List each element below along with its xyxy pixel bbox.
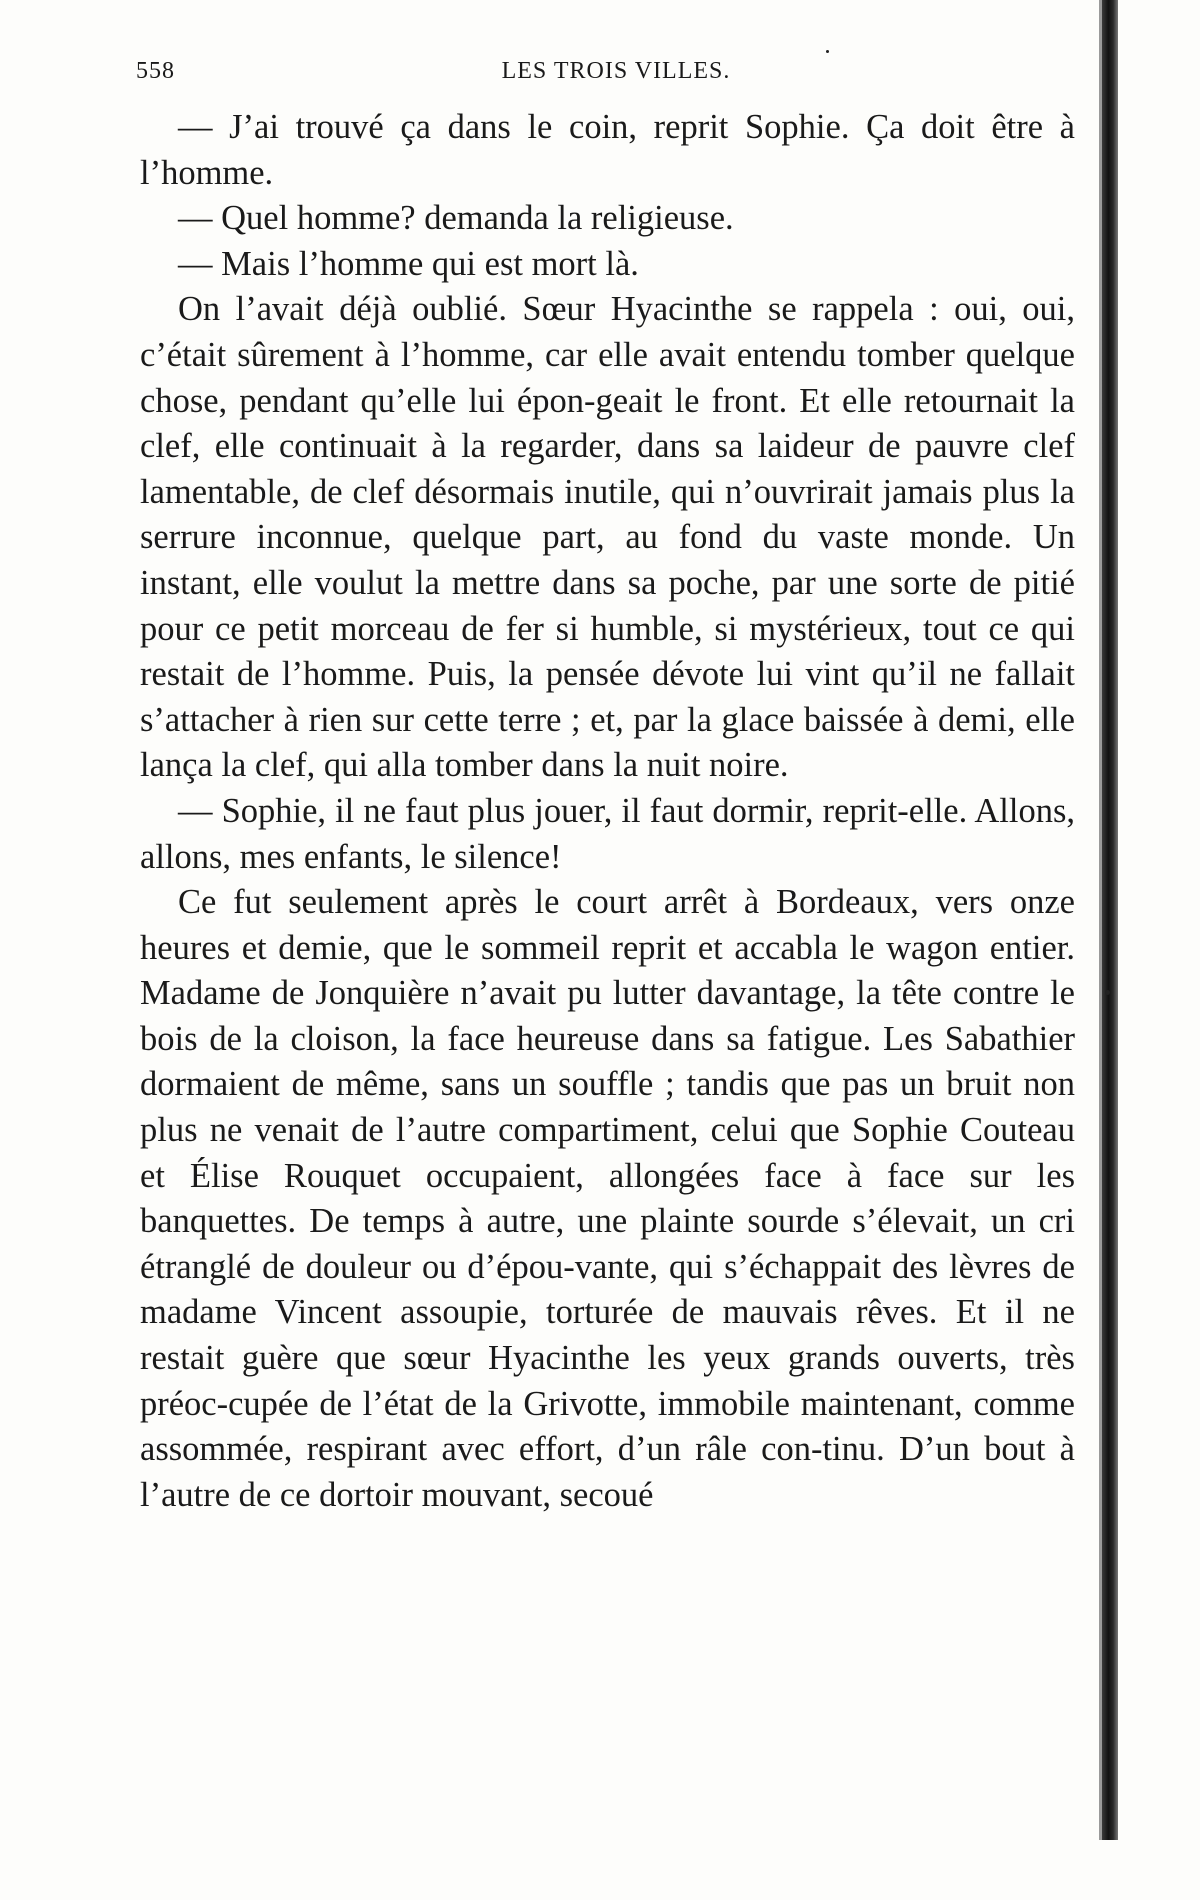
body-text <box>140 105 1075 1518</box>
paragraph: — Quel homme? demanda la religieuse. <box>178 199 734 238</box>
page-number: 558 <box>136 58 175 84</box>
scan-binding-edge <box>1102 0 1118 1840</box>
paragraph: — Sophie, il ne faut plus jouer, il faut dormir, reprit-elle. Allons, allons, mes enfants, le silence! <box>140 791 1075 876</box>
ink-speck <box>826 50 829 53</box>
paragraph: Ce fut seulement après le court arrêt à Bordeaux, vers onze heures et demie, que le sommeil reprit et accabla le wagon entier. Madame de Jonquière n’avait pu lutter davantage, la tête contre le bois de la cloison, la face heureuse dans sa fatigue. Les Sabathier dormaient de même, sans un souffle ; tandis que pas un bruit non plus ne venait de l’autre compartiment, celui que Sophie Couteau et Élise Rouquet occupaient, allongées face à face sur les banquettes. De temps à autre, une plainte sourde s’élevait, un cri étranglé de douleur ou d’épou-vante, qui s’échappait des lèvres de madame Vincent assoupie, torturée de mauvais rêves. Et il ne restait guère que sœur Hyacinthe les yeux grands ouverts, très préoc-cupée de l’état de la Grivotte, immobile maintenant, comme assommée, respirant avec effort, d’un râle con-tinu. D’un bout à l’autre de ce dortoir mouvant, secoué <box>140 883 1075 1514</box>
page-header <box>136 58 1096 98</box>
paragraph: — J’ai trouvé ça dans le coin, reprit Sophie. Ça doit être à l’homme. <box>140 108 1075 192</box>
ink-speck <box>1105 990 1110 995</box>
paragraph: — Mais l’homme qui est mort là. <box>178 244 639 283</box>
running-title: LES TROIS VILLES. <box>501 58 731 84</box>
paragraph: On l’avait déjà oublié. Sœur Hyacinthe se rappela : oui, oui, c’était sûrement à l’homme, car elle avait entendu tomber quelque chose, pendant qu’elle lui épon-geait le front. Et elle retournait la clef, elle continuait à la regarder, dans sa laideur de pauvre clef lamentable, de clef désormais inutile, qui n’ouvrirait jamais plus la serrure inconnue, quelque part, au fond du vaste monde. Un instant, elle voulut la mettre dans sa poche, par une sorte de pitié pour ce petit morceau de fer si humble, si mystérieux, tout ce qui restait de l’homme. Puis, la pensée dévote lui vint qu’il ne fallait s’attacher à rien sur cette terre ; et, par la glace baissée à demi, elle lança la clef, qui alla tomber dans la nuit noire. <box>140 290 1075 785</box>
